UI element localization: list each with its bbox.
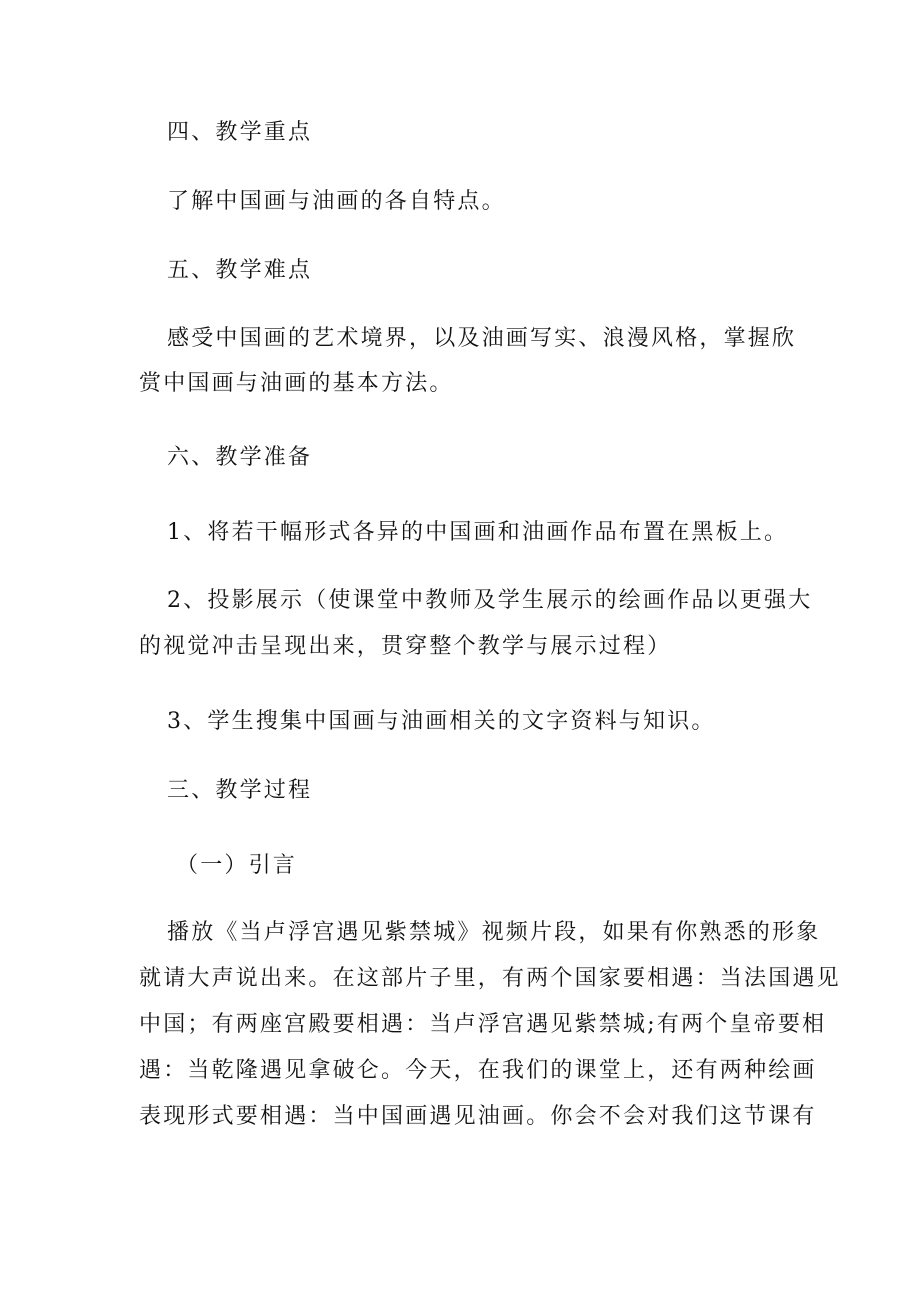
list-item-preparation-2-line-2: 的视觉冲击呈现出来，贯穿整个教学与展示过程） bbox=[139, 634, 672, 659]
paragraph-introduction-line-3: 中国；有两座宫殿要相遇：当卢浮宫遇见紫禁城;有两个皇帝要相 bbox=[139, 1012, 827, 1037]
paragraph-introduction-line-5: 表现形式要相遇：当中国画遇见油画。你会不会对我们这节课有 bbox=[139, 1104, 817, 1129]
list-item-preparation-3: 3、学生搜集中国画与油画相关的文字资料与知识。 bbox=[167, 709, 716, 734]
paragraph-introduction-line-4: 遇：当乾隆遇见拿破仑。今天，在我们的课堂上，还有两种绘画 bbox=[139, 1058, 817, 1083]
heading-teaching-focus: 四、教学重点 bbox=[167, 120, 313, 145]
paragraph-teaching-difficulty-line-1: 感受中国画的艺术境界，以及油画写实、浪漫风格，掌握欣 bbox=[167, 326, 797, 351]
heading-teaching-process: 三、教学过程 bbox=[167, 778, 313, 803]
paragraph-teaching-focus: 了解中国画与油画的各自特点。 bbox=[167, 189, 506, 214]
list-item-preparation-1: 1、将若干幅形式各异的中国画和油画作品布置在黑板上。 bbox=[167, 520, 789, 545]
heading-teaching-preparation: 六、教学准备 bbox=[167, 445, 313, 470]
paragraph-introduction-line-2: 就请大声说出来。在这部片子里，有两个国家要相遇：当法国遇见 bbox=[139, 966, 841, 991]
paragraph-introduction-line-1: 播放《当卢浮宫遇见紫禁城》视频片段，如果有你熟悉的形象 bbox=[167, 920, 821, 945]
list-item-preparation-2-line-1: 2、投影展示（使课堂中教师及学生展示的绘画作品以更强大 bbox=[167, 588, 813, 613]
subheading-introduction: （一）引言 bbox=[176, 853, 298, 878]
heading-teaching-difficulty: 五、教学难点 bbox=[167, 258, 313, 283]
paragraph-teaching-difficulty-line-2: 赏中国画与油画的基本方法。 bbox=[139, 371, 454, 396]
